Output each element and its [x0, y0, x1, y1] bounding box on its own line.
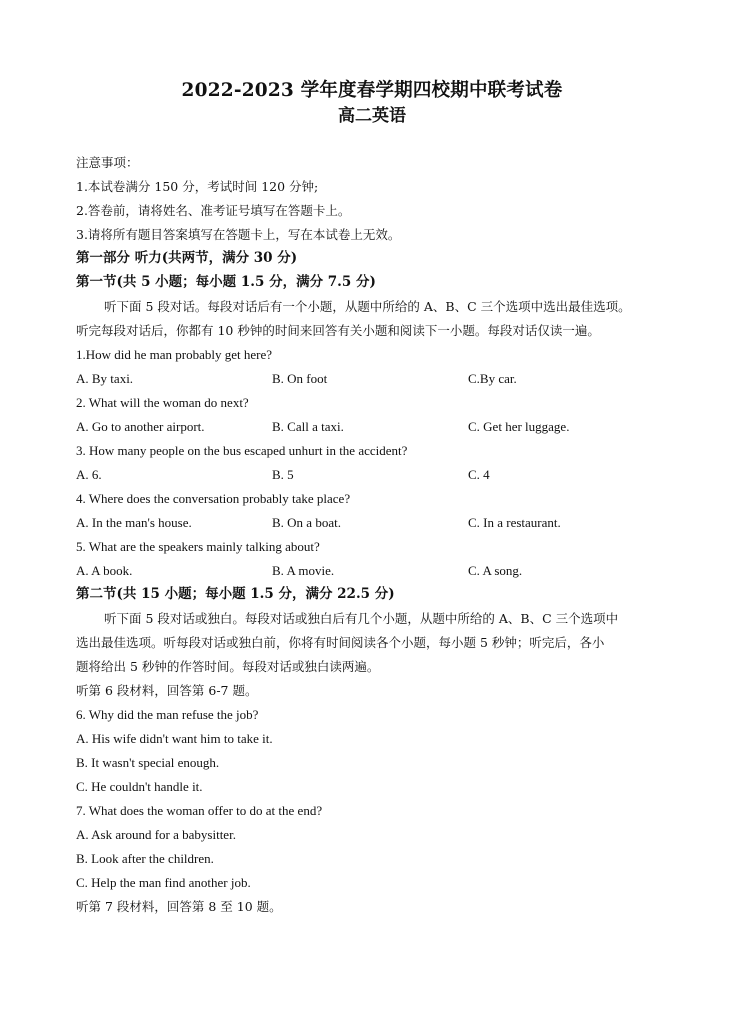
q7-option-b: B. Look after the children.	[76, 851, 214, 866]
q3-option-b: B. 5	[272, 467, 294, 482]
q6-option-b: B. It wasn't special enough.	[76, 755, 220, 770]
q1-option-c: C.By car.	[468, 371, 517, 386]
q7-option-c: C. Help the man find another job.	[76, 875, 251, 890]
q2-option-a: A. Go to another airport.	[76, 419, 205, 434]
section1-heading: 第一节(共 5 小题；每小题 1.5 分，满分 7.5 分)	[76, 274, 376, 290]
question-7: 7. What does the woman offer to do at the end?	[76, 803, 323, 818]
material-6-label: 听第 6 段材料，回答第 6-7 题。	[76, 683, 258, 698]
notes-header: 注意事项：	[76, 155, 139, 170]
question-3: 3. How many people on the bus escaped unhurt in the accident?	[76, 443, 408, 458]
q6-option-a: A. His wife didn't want him to take it.	[76, 731, 273, 746]
q3-option-a: A. 6.	[76, 467, 102, 482]
q2-option-c: C. Get her luggage.	[468, 419, 570, 434]
note-3: 3.请将所有题目答案填写在答题卡上，写在本试卷上无效。	[76, 227, 401, 242]
q7-option-a: A. Ask around for a babysitter.	[76, 827, 236, 842]
question-2: 2. What will the woman do next?	[76, 395, 249, 410]
question-4: 4. Where does the conversation probably take place?	[76, 491, 351, 506]
section2-instruction-line2: 选出最佳选项。听每段对话或独白前，你将有时间阅读各个小题，每小题 5 秒钟；听完后，各小	[76, 635, 605, 650]
q5-option-c: C. A song.	[468, 563, 523, 578]
q2-option-b: B. Call a taxi.	[272, 419, 344, 434]
exam-title: 2022-2023 学年度春学期四校期中联考试卷	[181, 80, 563, 101]
q5-option-b: B. A movie.	[272, 563, 335, 578]
note-2: 2.答卷前，请将姓名、准考证号填写在答题卡上。	[76, 203, 351, 218]
q4-option-c: C. In a restaurant.	[468, 515, 561, 530]
q1-option-a: A. By taxi.	[76, 371, 134, 386]
q4-option-a: A. In the man's house.	[76, 515, 192, 530]
section2-instruction-line1: 听下面 5 段对话或独白。每段对话或独白后有几个小题，从题中所给的 A、B、C 三个选项中	[104, 611, 619, 626]
q1-option-b: B. On foot	[272, 371, 328, 386]
q5-option-a: A. A book.	[76, 563, 133, 578]
note-1: 1.本试卷满分 150 分，考试时间 120 分钟;	[76, 179, 319, 194]
section2-heading: 第二节(共 15 小题；每小题 1.5 分，满分 22.5 分)	[76, 586, 395, 602]
q6-option-c: C. He couldn't handle it.	[76, 779, 203, 794]
exam-subject: 高二英语	[338, 106, 406, 126]
section1-instruction-line1: 听下面 5 段对话。每段对话后有一个小题，从题中所给的 A、B、C 三个选项中选出最佳选项。	[104, 299, 631, 314]
q4-option-b: B. On a boat.	[272, 515, 341, 530]
q3-option-c: C. 4	[468, 467, 490, 482]
part1-heading: 第一部分 听力(共两节，满分 30 分)	[76, 250, 298, 266]
section1-instruction-line2: 听完每段对话后，你都有 10 秒钟的时间来回答有关小题和阅读下一小题。每段对话仅读一遍。	[76, 323, 600, 338]
section2-instruction-line3: 题将给出 5 秒钟的作答时间。每段对话或独白读两遍。	[76, 659, 380, 674]
material-7-label: 听第 7 段材料，回答第 8 至 10 题。	[76, 899, 282, 914]
question-1: 1.How did he man probably get here?	[76, 347, 273, 362]
question-6: 6. Why did the man refuse the job?	[76, 707, 259, 722]
question-5: 5. What are the speakers mainly talking about?	[76, 539, 320, 554]
